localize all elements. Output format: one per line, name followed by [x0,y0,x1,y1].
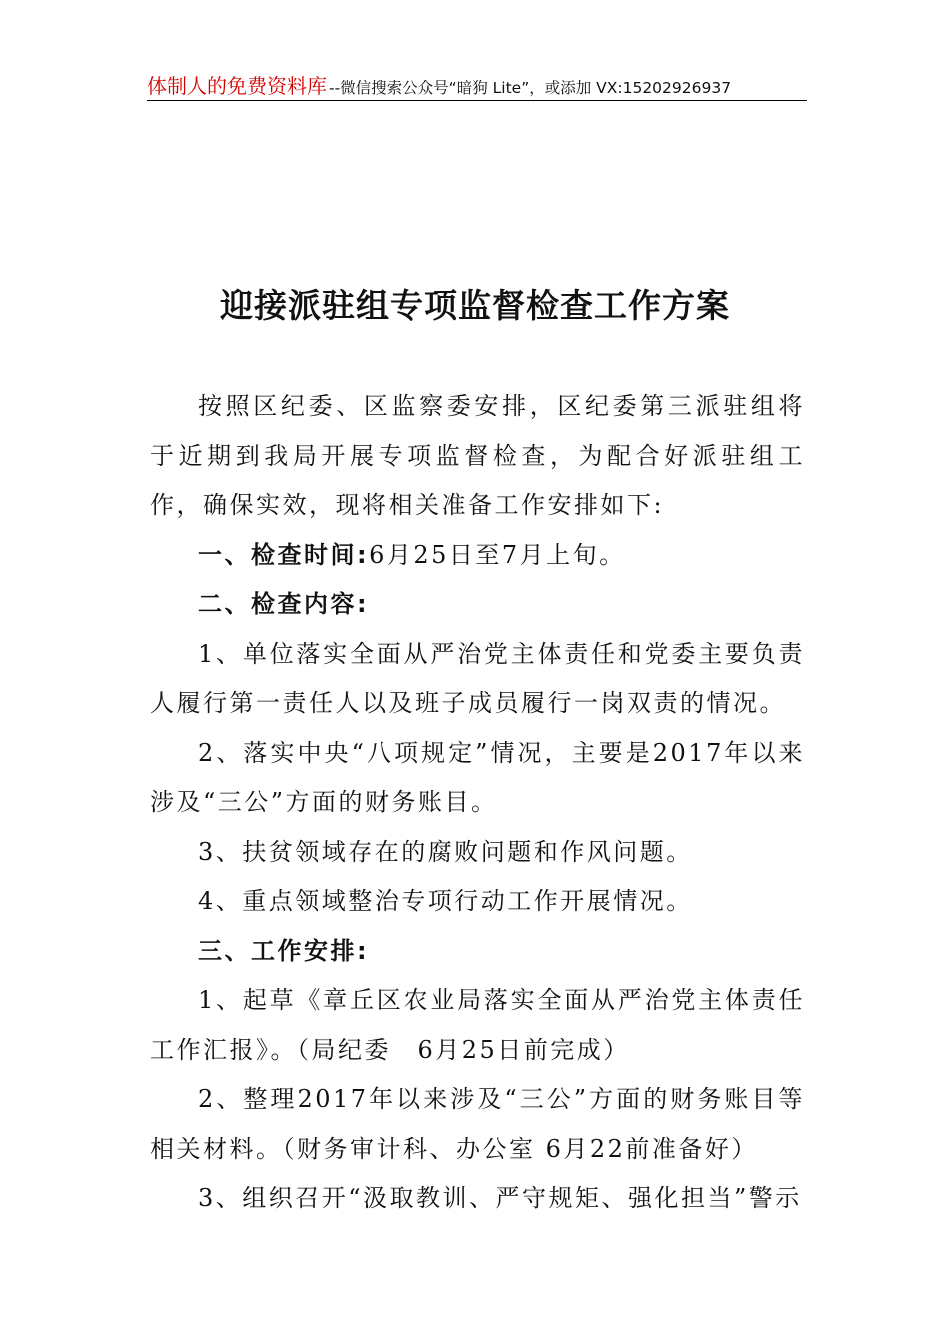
intro-paragraph: 按照区纪委、区监察委安排，区纪委第三派驻组将于近期到我局开展专项监督检查，为配合好派驻组工作，确保实效，现将相关准备工作安排如下: [150,392,805,519]
arrangement-item: 2、整理2017年以来涉及“三公”方面的财务账目等相关材料。（财务审计科、办公室 6月22前准备好） [150,1085,805,1163]
document-title: 迎接派驻组专项监督检查工作方案 [220,286,730,325]
content-item: 1、单位落实全面从严治党主体责任和党委主要负责人履行第一责任人以及班子成员履行一岗双责的情况。 [150,639,805,717]
section-time-text: 6月25日至7月上旬。 [369,540,626,569]
arrangement-item: 3、组织召开“汲取教训、严守规矩、强化担当”警示 [198,1184,802,1212]
section-content-heading [150,580,805,630]
header-brand: 体制人的免费资料库 [147,74,327,98]
section-arrangement-heading [150,927,805,977]
document-body [150,382,805,1224]
header-note: --微信搜索公众号“暗狗 Lite”，或添加 VX:15202926937 [329,79,732,97]
content-item: 2、落实中央“八项规定”情况，主要是2017年以来涉及“三公”方面的财务账目。 [150,738,805,816]
page-header [147,70,807,101]
content-item: 3、扶贫领域存在的腐败问题和作风问题。 [198,837,693,866]
section-time-heading: 一、检查时间: [198,540,370,569]
arrangement-item: 1、起草《章丘区农业局落实全面从严治党主体责任工作汇报》。（局纪委 6月25日前完成） [150,986,805,1064]
section-arrangement-heading-text: 三、工作安排: [198,936,370,965]
section-content-heading-text: 二、检查内容: [198,590,370,618]
content-item: 4、重点领域整治专项行动工作开展情况。 [198,887,693,915]
section-time [150,531,805,581]
